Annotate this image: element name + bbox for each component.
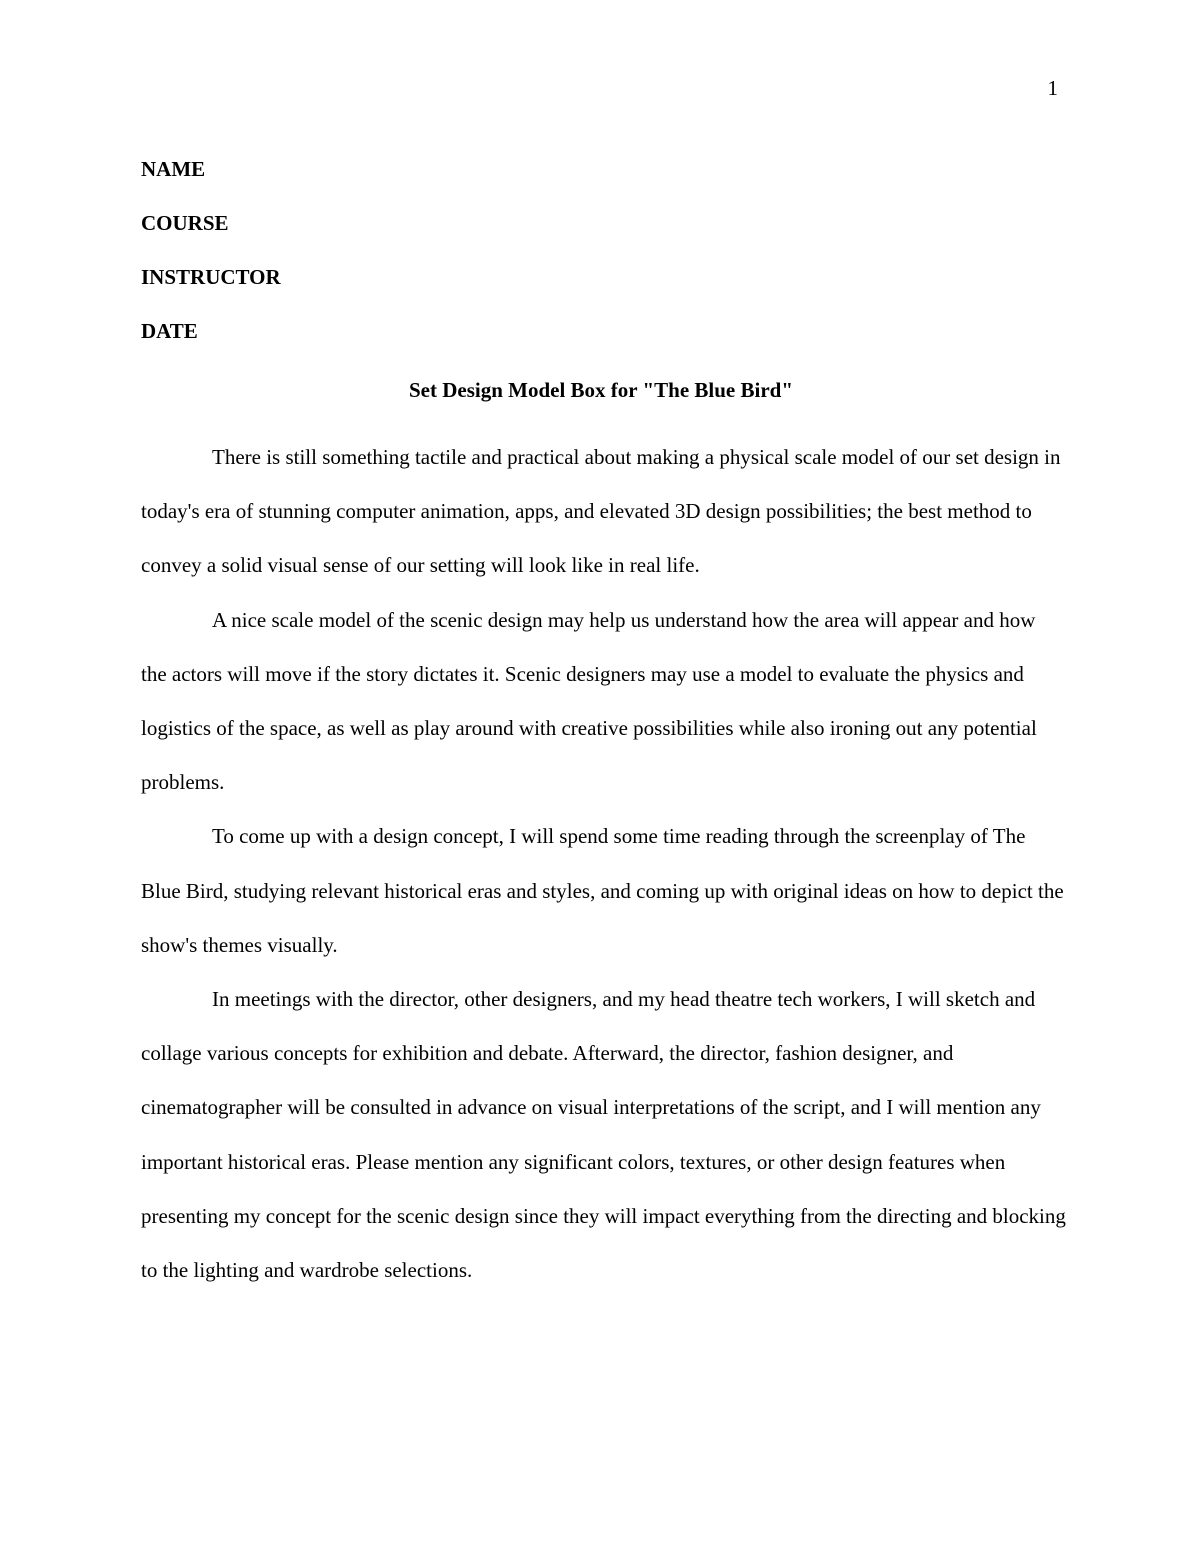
body-text bbox=[141, 430, 1066, 1297]
paragraph: In meetings with the director, other designers, and my head theatre tech workers, I will sketch and collage various concepts for exhibition and debate. Afterward, the director, fashion designer, and cinematographer will be consulted in advance on visual interpretations of the script, and I will mention any important historical eras. Please mention any significant colors, textures, or other design features when presenting my concept for the scenic design since they will impact everything from the directing and blocking to the lighting and wardrobe selections. bbox=[141, 987, 1066, 1283]
student-header bbox=[141, 142, 1061, 358]
paragraph: A nice scale model of the scenic design may help us understand how the area will appear and how the actors will move if the story dictates it. Scenic designers may use a model to evaluate the physics and logistics of the space, as well as play around with creative possibilities while also ironing out any potential problems. bbox=[141, 607, 1037, 795]
header-name: NAME bbox=[141, 157, 206, 181]
page-number: 1 bbox=[1047, 76, 1058, 100]
paragraph: There is still something tactile and practical about making a physical scale model of our set design in today's era of stunning computer animation, apps, and elevated 3D design possibilities; the best method to convey a solid visual sense of our setting will look like in real life. bbox=[141, 445, 1061, 578]
paragraph: To come up with a design concept, I will spend some time reading through the screenplay of The Blue Bird, studying relevant historical eras and styles, and coming up with original ideas on how to depict the show's themes visually. bbox=[141, 824, 1064, 957]
header-date: DATE bbox=[141, 319, 198, 343]
header-course: COURSE bbox=[141, 211, 229, 235]
header-instructor: INSTRUCTOR bbox=[141, 265, 281, 289]
document-title: Set Design Model Box for "The Blue Bird" bbox=[408, 378, 794, 402]
